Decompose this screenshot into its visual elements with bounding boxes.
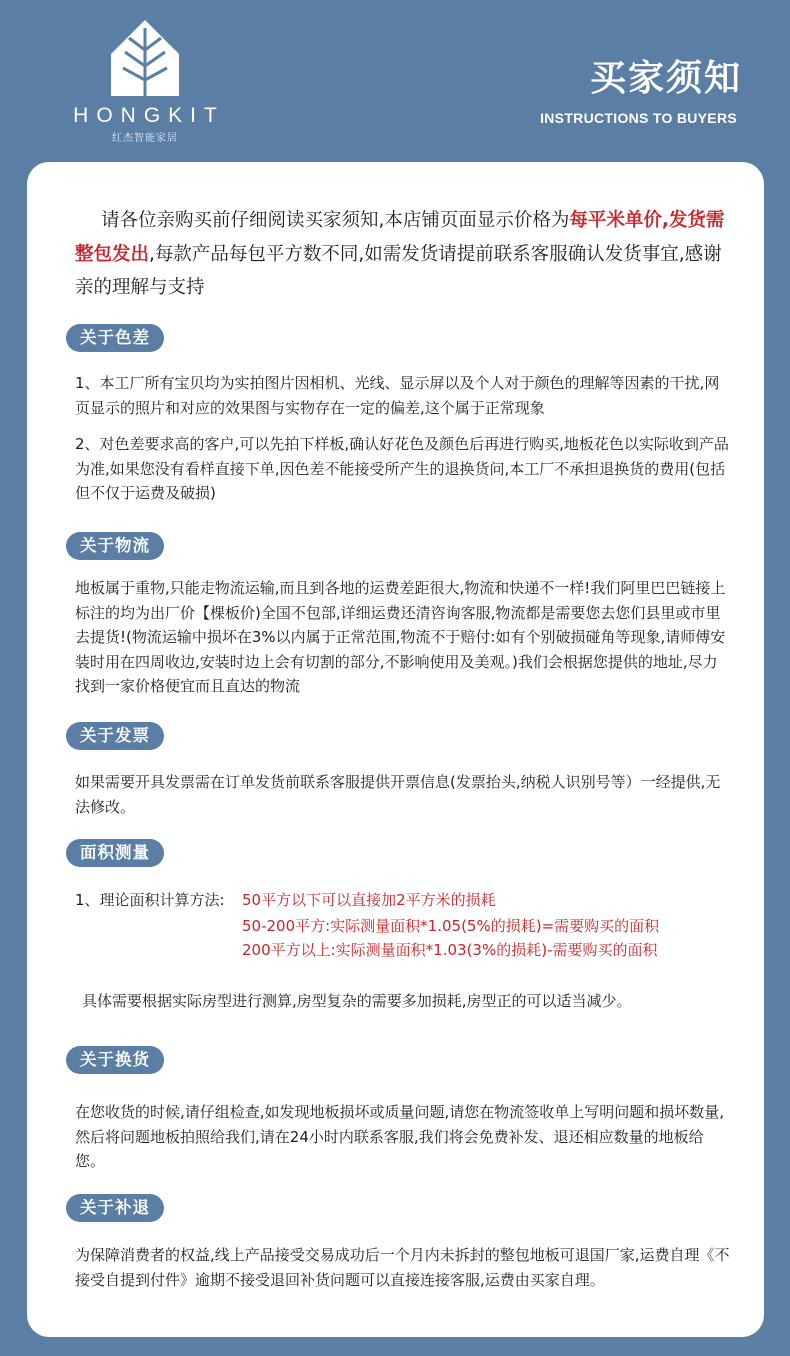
area-rule-1: 50平方以下可以直接加2平方米的损耗 <box>242 891 496 909</box>
intro-text-1: 请各位亲购买前仔细阅读买家须知,本店铺页面显示价格为 <box>101 210 570 231</box>
area-note: 具体需要根据实际房型进行测算,房型复杂的需要多加损耗,房型正的可以适当减少。 <box>82 992 632 1010</box>
section-badge-color: 关于色差 <box>66 324 164 352</box>
section-badge-invoice: 关于发票 <box>66 722 164 750</box>
section-exchange-body <box>75 1100 730 1174</box>
brand-logo <box>50 18 240 144</box>
brand-name: HONGKIT <box>73 104 225 127</box>
area-rule-3: 200平方以上:实际测量面积*1.03(3%的损耗)-需要购买的面积 <box>242 941 658 959</box>
section-badge-area: 面积测量 <box>66 839 164 867</box>
section-badge-logistics: 关于物流 <box>66 532 164 560</box>
logistics-paragraph: 地板属于重物,只能走物流运输,而且到各地的运费差距很大,物流和快递不一样!我们阿里巴巴链接上标注的均为出厂价【棵板价)全国不包部,详细运费还清咨询客服,物流都是需要您去您们县里或市里去提货!(物流运输中损坏在3%以内属于正常范围,物流不于赔付:如有个别破损碰角等现象,请师傅安装时用在四周收边,安装时边上会有切割的部分,不影响使用及美观。)我们会根据您提供的地址,尽力找到一家价格便宜而且直达的物流 <box>75 579 726 695</box>
section-refund-body <box>75 1243 730 1292</box>
area-method-label: 1、理论面积计算方法: <box>75 891 225 909</box>
section-invoice-body <box>75 770 730 819</box>
intro-paragraph <box>75 204 730 305</box>
intro-text-2: ,每款产品每包平方数不同,如需发货请提前联系客服确认发货事宜,感谢亲的理解与支持 <box>75 243 722 298</box>
color-paragraph-1: 1、本工厂所有宝贝均为实拍图片因相机、光线、显示屏以及个人对于颜色的理解等因素的干扰,网页显示的照片和对应的效果图与实物存在一定的偏差,这个属于正常现象 <box>75 374 720 417</box>
exchange-paragraph: 在您收货的时候,请仔组检查,如发现地板损坏或质量问题,请您在物流签收单上写明问题和损坏数量,然后将问题地板拍照给我们,请在24小时内联系客服,我们将会免费补发、退还相应数量的地板给您。 <box>75 1103 725 1170</box>
page-title: 买家须知 <box>589 58 742 99</box>
house-leaf-icon <box>105 18 185 100</box>
area-rule-2: 50-200平方:实际测量面积*1.05(5%的损耗)=需要购买的面积 <box>242 917 660 935</box>
page-subtitle: INSTRUCTIONS TO BUYERS <box>540 110 737 126</box>
section-badge-refund: 关于补退 <box>66 1194 164 1222</box>
section-badge-exchange: 关于换货 <box>66 1046 164 1074</box>
color-paragraph-2: 2、对色差要求高的客户,可以先拍下样板,确认好花色及颜色后再进行购买,地板花色以实际收到产品为准,如果您没有看样直接下单,因色差不能接受所产生的退换货问,本工厂不承担退换货的费用(包括但不仅于运费及破损) <box>75 435 729 502</box>
section-logistics-body <box>75 576 730 699</box>
invoice-paragraph: 如果需要开具发票需在订单发货前联系客服提供开票信息(发票抬头,纳税人识别号等）一经提供,无法修改。 <box>75 773 721 816</box>
intro-highlight: 每平米单价,发货需整包发出 <box>75 210 725 265</box>
section-color-body <box>75 371 730 506</box>
brand-name-cn: 红杰智能家居 <box>112 133 178 144</box>
refund-paragraph: 为保障消费者的权益,线上产品接受交易成功后一个月内未拆封的整包地板可退国厂家,运费自理《不接受自提到付件》逾期不接受退回补货问题可以直接连接客服,运费由买家自理。 <box>75 1246 730 1289</box>
